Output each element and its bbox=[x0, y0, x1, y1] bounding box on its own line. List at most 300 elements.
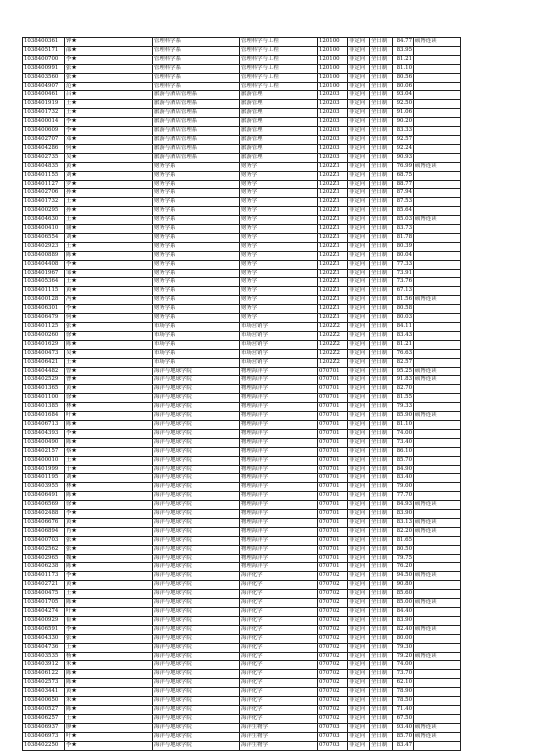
major-cell: 旅游管理 bbox=[240, 100, 318, 109]
department-cell: 海洋与地球学院 bbox=[153, 545, 240, 554]
candidate-id-cell: 1038402250 bbox=[23, 741, 65, 750]
name-cell: 黄★ bbox=[65, 581, 153, 590]
table-row bbox=[23, 162, 461, 171]
name-cell: 陈★ bbox=[65, 438, 153, 447]
table-row bbox=[23, 233, 461, 242]
direction-type-cell: 非定向 bbox=[348, 483, 370, 492]
study-mode-cell: 全日制 bbox=[370, 474, 393, 483]
score-cell: 80.56 bbox=[393, 73, 414, 82]
direction-type-cell: 非定向 bbox=[348, 82, 370, 91]
name-cell: 崔★ bbox=[65, 616, 153, 625]
direction-type-cell: 非定向 bbox=[348, 305, 370, 314]
department-cell: 旅游与酒店管理系 bbox=[153, 135, 240, 144]
direction-type-cell: 非定向 bbox=[348, 394, 370, 403]
score-cell: 71.40 bbox=[393, 705, 414, 714]
score-cell: 80.06 bbox=[393, 82, 414, 91]
table-row bbox=[23, 412, 461, 421]
direction-type-cell: 非定向 bbox=[348, 545, 370, 554]
name-cell: 叶★ bbox=[65, 412, 153, 421]
table-row bbox=[23, 483, 461, 492]
study-mode-cell: 全日制 bbox=[370, 38, 393, 47]
department-cell: 管理科学系 bbox=[153, 73, 240, 82]
score-cell: 81.78 bbox=[393, 233, 414, 242]
direction-type-cell: 非定向 bbox=[348, 198, 370, 207]
note-cell: 硕博连读 bbox=[414, 412, 461, 421]
note-cell bbox=[414, 545, 461, 554]
major-cell: 旅游管理 bbox=[240, 118, 318, 127]
major-code-cell: 1202Z1 bbox=[318, 189, 348, 198]
score-cell: 83.90 bbox=[393, 510, 414, 519]
study-mode-cell: 全日制 bbox=[370, 82, 393, 91]
table-row bbox=[23, 581, 461, 590]
table-row bbox=[23, 287, 461, 296]
name-cell: 邵★ bbox=[65, 46, 153, 55]
table-row bbox=[23, 367, 461, 376]
score-cell: 80.39 bbox=[393, 242, 414, 251]
major-cell: 物理海洋学 bbox=[240, 447, 318, 456]
department-cell: 海洋与地球学院 bbox=[153, 429, 240, 438]
major-code-cell: 120203 bbox=[318, 144, 348, 153]
major-cell: 物理海洋学 bbox=[240, 518, 318, 527]
candidate-id-cell: 1038400014 bbox=[23, 118, 65, 127]
table-row bbox=[23, 670, 461, 679]
study-mode-cell: 全日制 bbox=[370, 545, 393, 554]
table-row bbox=[23, 403, 461, 412]
major-code-cell: 070702 bbox=[318, 572, 348, 581]
study-mode-cell: 全日制 bbox=[370, 483, 393, 492]
department-cell: 海洋与地球学院 bbox=[153, 438, 240, 447]
score-cell: 85.90 bbox=[393, 412, 414, 421]
score-cell: 85.60 bbox=[393, 590, 414, 599]
major-cell: 物理海洋学 bbox=[240, 474, 318, 483]
candidate-id-cell: 1038401967 bbox=[23, 269, 65, 278]
major-cell: 物理海洋学 bbox=[240, 554, 318, 563]
direction-type-cell: 非定向 bbox=[348, 518, 370, 527]
direction-type-cell: 非定向 bbox=[348, 367, 370, 376]
major-cell: 市场营销学 bbox=[240, 323, 318, 332]
table-row bbox=[23, 82, 461, 91]
department-cell: 管理科学系 bbox=[153, 46, 240, 55]
major-code-cell: 1202Z1 bbox=[318, 207, 348, 216]
candidate-id-cell: 1038401173 bbox=[23, 572, 65, 581]
direction-type-cell: 非定向 bbox=[348, 180, 370, 189]
candidate-id-cell: 1038406257 bbox=[23, 714, 65, 723]
major-cell: 管理科学与工程 bbox=[240, 46, 318, 55]
major-code-cell: 120100 bbox=[318, 46, 348, 55]
department-cell: 财务学系 bbox=[153, 260, 240, 269]
department-cell: 海洋与地球学院 bbox=[153, 376, 240, 385]
table-row bbox=[23, 38, 461, 47]
score-cell: 79.75 bbox=[393, 554, 414, 563]
name-cell: 黄★ bbox=[65, 162, 153, 171]
direction-type-cell: 非定向 bbox=[348, 323, 370, 332]
score-cell: 83.33 bbox=[393, 127, 414, 136]
note-cell bbox=[414, 242, 461, 251]
major-cell: 旅游管理 bbox=[240, 135, 318, 144]
direction-type-cell: 非定向 bbox=[348, 634, 370, 643]
note-cell: 硕博连读 bbox=[414, 296, 461, 305]
direction-type-cell: 非定向 bbox=[348, 118, 370, 127]
direction-type-cell: 非定向 bbox=[348, 705, 370, 714]
major-code-cell: 1202Z2 bbox=[318, 323, 348, 332]
table-row bbox=[23, 331, 461, 340]
major-code-cell: 070701 bbox=[318, 394, 348, 403]
table-row bbox=[23, 127, 461, 136]
candidate-id-cell: 1038400475 bbox=[23, 590, 65, 599]
major-code-cell: 070702 bbox=[318, 688, 348, 697]
note-cell bbox=[414, 581, 461, 590]
candidate-id-cell: 1038400991 bbox=[23, 64, 65, 73]
major-cell: 财务学 bbox=[240, 162, 318, 171]
study-mode-cell: 全日制 bbox=[370, 278, 393, 287]
major-cell: 管理科学与工程 bbox=[240, 73, 318, 82]
score-cell: 81.21 bbox=[393, 55, 414, 64]
score-cell: 62.10 bbox=[393, 679, 414, 688]
table-row bbox=[23, 723, 461, 732]
direction-type-cell: 非定向 bbox=[348, 714, 370, 723]
table-row bbox=[23, 741, 461, 750]
department-cell: 旅游与酒店管理系 bbox=[153, 144, 240, 153]
score-cell: 85.64 bbox=[393, 207, 414, 216]
name-cell: 黄★ bbox=[65, 688, 153, 697]
department-cell: 管理科学系 bbox=[153, 82, 240, 91]
name-cell: 刘★ bbox=[65, 474, 153, 483]
candidate-id-cell: 1038406569 bbox=[23, 501, 65, 510]
major-cell: 旅游管理 bbox=[240, 144, 318, 153]
note-cell bbox=[414, 323, 461, 332]
major-cell: 海洋化学 bbox=[240, 590, 318, 599]
major-cell: 旅游管理 bbox=[240, 109, 318, 118]
candidate-id-cell: 1038406122 bbox=[23, 670, 65, 679]
candidate-id-cell: 1038401705 bbox=[23, 599, 65, 608]
note-cell bbox=[414, 492, 461, 501]
note-cell bbox=[414, 697, 461, 706]
candidate-id-cell: 1038404286 bbox=[23, 144, 65, 153]
name-cell: 范★ bbox=[65, 82, 153, 91]
name-cell: 张★ bbox=[65, 634, 153, 643]
major-code-cell: 070702 bbox=[318, 652, 348, 661]
score-cell: 79.20 bbox=[393, 652, 414, 661]
department-cell: 市场学系 bbox=[153, 340, 240, 349]
score-cell: 92.24 bbox=[393, 144, 414, 153]
major-cell: 物理海洋学 bbox=[240, 510, 318, 519]
major-code-cell: 070702 bbox=[318, 581, 348, 590]
major-cell: 旅游管理 bbox=[240, 91, 318, 100]
direction-type-cell: 非定向 bbox=[348, 403, 370, 412]
candidate-id-cell: 1038400410 bbox=[23, 225, 65, 234]
department-cell: 海洋与地球学院 bbox=[153, 634, 240, 643]
direction-type-cell: 非定向 bbox=[348, 385, 370, 394]
score-cell: 92.57 bbox=[393, 135, 414, 144]
note-cell: 硕博连读 bbox=[414, 652, 461, 661]
major-code-cell: 070701 bbox=[318, 501, 348, 510]
candidate-id-cell: 1038401732 bbox=[23, 198, 65, 207]
score-cell: 93.40 bbox=[393, 723, 414, 732]
candidate-id-cell: 1038402735 bbox=[23, 153, 65, 162]
name-cell: 杨★ bbox=[65, 652, 153, 661]
department-cell: 海洋与地球学院 bbox=[153, 679, 240, 688]
major-code-cell: 1202Z1 bbox=[318, 225, 348, 234]
note-cell bbox=[414, 608, 461, 617]
table-row bbox=[23, 153, 461, 162]
study-mode-cell: 全日制 bbox=[370, 688, 393, 697]
note-cell bbox=[414, 616, 461, 625]
table-row bbox=[23, 73, 461, 82]
department-cell: 财务学系 bbox=[153, 314, 240, 323]
candidate-id-cell: 1038405364 bbox=[23, 278, 65, 287]
score-cell: 84.93 bbox=[393, 501, 414, 510]
note-cell bbox=[414, 251, 461, 260]
score-cell: 68.75 bbox=[393, 171, 414, 180]
major-code-cell: 1202Z2 bbox=[318, 340, 348, 349]
candidate-id-cell: 1038403441 bbox=[23, 688, 65, 697]
table-row bbox=[23, 358, 461, 367]
study-mode-cell: 全日制 bbox=[370, 358, 393, 367]
score-cell: 73.91 bbox=[393, 269, 414, 278]
major-cell: 海洋化学 bbox=[240, 634, 318, 643]
score-cell: 84.77 bbox=[393, 38, 414, 47]
candidate-id-cell: 1038404630 bbox=[23, 216, 65, 225]
name-cell: 李★ bbox=[65, 127, 153, 136]
score-cell: 86.10 bbox=[393, 447, 414, 456]
major-code-cell: 070703 bbox=[318, 723, 348, 732]
direction-type-cell: 非定向 bbox=[348, 216, 370, 225]
name-cell: 吴★ bbox=[65, 349, 153, 358]
candidate-id-cell: 1038406591 bbox=[23, 625, 65, 634]
name-cell: 孙★ bbox=[65, 207, 153, 216]
candidate-id-cell: 1038400527 bbox=[23, 705, 65, 714]
study-mode-cell: 全日制 bbox=[370, 91, 393, 100]
score-cell: 78.50 bbox=[393, 697, 414, 706]
direction-type-cell: 非定向 bbox=[348, 144, 370, 153]
candidate-id-cell: 1038406676 bbox=[23, 518, 65, 527]
name-cell: 王★ bbox=[65, 100, 153, 109]
major-code-cell: 070703 bbox=[318, 741, 348, 750]
department-cell: 海洋与地球学院 bbox=[153, 501, 240, 510]
candidate-id-cell: 1038400490 bbox=[23, 438, 65, 447]
major-cell: 财务学 bbox=[240, 278, 318, 287]
major-cell: 物理海洋学 bbox=[240, 412, 318, 421]
direction-type-cell: 非定向 bbox=[348, 376, 370, 385]
note-cell bbox=[414, 385, 461, 394]
candidate-id-cell: 1038404408 bbox=[23, 260, 65, 269]
name-cell: 王★ bbox=[65, 590, 153, 599]
name-cell: 李★ bbox=[65, 510, 153, 519]
score-cell: 84.90 bbox=[393, 465, 414, 474]
major-cell: 海洋化学 bbox=[240, 643, 318, 652]
name-cell: 王★ bbox=[65, 643, 153, 652]
major-code-cell: 070701 bbox=[318, 376, 348, 385]
major-code-cell: 070701 bbox=[318, 403, 348, 412]
direction-type-cell: 非定向 bbox=[348, 233, 370, 242]
table-row bbox=[23, 643, 461, 652]
note-cell bbox=[414, 100, 461, 109]
score-cell: 76.63 bbox=[393, 349, 414, 358]
name-cell: 孙★ bbox=[65, 189, 153, 198]
study-mode-cell: 全日制 bbox=[370, 723, 393, 732]
major-code-cell: 120100 bbox=[318, 82, 348, 91]
direction-type-cell: 非定向 bbox=[348, 135, 370, 144]
major-cell: 财务学 bbox=[240, 189, 318, 198]
study-mode-cell: 全日制 bbox=[370, 536, 393, 545]
major-code-cell: 070703 bbox=[318, 732, 348, 741]
table-row bbox=[23, 652, 461, 661]
major-code-cell: 070702 bbox=[318, 634, 348, 643]
major-code-cell: 070701 bbox=[318, 527, 348, 536]
major-cell: 海洋化学 bbox=[240, 661, 318, 670]
direction-type-cell: 非定向 bbox=[348, 207, 370, 216]
note-cell: 硕博连读 bbox=[414, 367, 461, 376]
note-cell bbox=[414, 118, 461, 127]
score-cell: 81.56 bbox=[393, 296, 414, 305]
note-cell bbox=[414, 207, 461, 216]
major-cell: 市场营销学 bbox=[240, 340, 318, 349]
department-cell: 财务学系 bbox=[153, 233, 240, 242]
name-cell: 魏★ bbox=[65, 554, 153, 563]
direction-type-cell: 非定向 bbox=[348, 741, 370, 750]
study-mode-cell: 全日制 bbox=[370, 563, 393, 572]
name-cell: 陈★ bbox=[65, 599, 153, 608]
major-cell: 海洋化学 bbox=[240, 714, 318, 723]
score-cell: 67.13 bbox=[393, 287, 414, 296]
major-cell: 物理海洋学 bbox=[240, 376, 318, 385]
table-row bbox=[23, 732, 461, 741]
major-cell: 市场营销学 bbox=[240, 331, 318, 340]
direction-type-cell: 非定向 bbox=[348, 331, 370, 340]
study-mode-cell: 全日制 bbox=[370, 73, 393, 82]
direction-type-cell: 非定向 bbox=[348, 438, 370, 447]
note-cell bbox=[414, 688, 461, 697]
study-mode-cell: 全日制 bbox=[370, 144, 393, 153]
admission-table bbox=[22, 37, 461, 751]
score-cell: 83.95 bbox=[393, 46, 414, 55]
department-cell: 旅游与酒店管理系 bbox=[153, 109, 240, 118]
major-code-cell: 1202Z1 bbox=[318, 269, 348, 278]
note-cell bbox=[414, 189, 461, 198]
score-cell: 90.20 bbox=[393, 118, 414, 127]
table-row bbox=[23, 376, 461, 385]
major-cell: 物理海洋学 bbox=[240, 563, 318, 572]
department-cell: 财务学系 bbox=[153, 198, 240, 207]
study-mode-cell: 全日制 bbox=[370, 287, 393, 296]
candidate-id-cell: 1038400361 bbox=[23, 38, 65, 47]
direction-type-cell: 非定向 bbox=[348, 73, 370, 82]
study-mode-cell: 全日制 bbox=[370, 109, 393, 118]
major-code-cell: 070701 bbox=[318, 554, 348, 563]
major-cell: 海洋化学 bbox=[240, 625, 318, 634]
major-code-cell: 120203 bbox=[318, 153, 348, 162]
study-mode-cell: 全日制 bbox=[370, 198, 393, 207]
major-cell: 海洋化学 bbox=[240, 679, 318, 688]
candidate-id-cell: 1038400461 bbox=[23, 91, 65, 100]
table-row bbox=[23, 269, 461, 278]
candidate-id-cell: 1038401385 bbox=[23, 403, 65, 412]
major-cell: 海洋化学 bbox=[240, 652, 318, 661]
major-cell: 海洋化学 bbox=[240, 581, 318, 590]
table-row bbox=[23, 616, 461, 625]
note-cell bbox=[414, 287, 461, 296]
candidate-id-cell: 1038401629 bbox=[23, 340, 65, 349]
name-cell: 陈★ bbox=[65, 492, 153, 501]
major-code-cell: 070701 bbox=[318, 385, 348, 394]
department-cell: 市场学系 bbox=[153, 323, 240, 332]
department-cell: 财务学系 bbox=[153, 162, 240, 171]
score-cell: 78.90 bbox=[393, 688, 414, 697]
major-code-cell: 1202Z1 bbox=[318, 314, 348, 323]
candidate-id-cell: 1038406973 bbox=[23, 732, 65, 741]
direction-type-cell: 非定向 bbox=[348, 296, 370, 305]
score-cell: 95.25 bbox=[393, 367, 414, 376]
table-row bbox=[23, 590, 461, 599]
major-code-cell: 1202Z1 bbox=[318, 251, 348, 260]
major-code-cell: 1202Z1 bbox=[318, 162, 348, 171]
major-cell: 海洋化学 bbox=[240, 599, 318, 608]
study-mode-cell: 全日制 bbox=[370, 465, 393, 474]
major-cell: 海洋化学 bbox=[240, 572, 318, 581]
candidate-id-cell: 1038400010 bbox=[23, 456, 65, 465]
study-mode-cell: 全日制 bbox=[370, 518, 393, 527]
note-cell bbox=[414, 269, 461, 278]
study-mode-cell: 全日制 bbox=[370, 599, 393, 608]
table-row bbox=[23, 91, 461, 100]
score-cell: 81.55 bbox=[393, 394, 414, 403]
department-cell: 海洋与地球学院 bbox=[153, 483, 240, 492]
table-row bbox=[23, 634, 461, 643]
study-mode-cell: 全日制 bbox=[370, 572, 393, 581]
score-cell: 92.50 bbox=[393, 100, 414, 109]
direction-type-cell: 非定向 bbox=[348, 162, 370, 171]
direction-type-cell: 非定向 bbox=[348, 189, 370, 198]
study-mode-cell: 全日制 bbox=[370, 741, 393, 750]
department-cell: 海洋与地球学院 bbox=[153, 625, 240, 634]
major-code-cell: 070701 bbox=[318, 438, 348, 447]
major-cell: 物理海洋学 bbox=[240, 403, 318, 412]
table-row bbox=[23, 135, 461, 144]
note-cell bbox=[414, 314, 461, 323]
score-cell: 67.50 bbox=[393, 714, 414, 723]
note-cell bbox=[414, 474, 461, 483]
table-row bbox=[23, 492, 461, 501]
table-row bbox=[23, 563, 461, 572]
direction-type-cell: 非定向 bbox=[348, 287, 370, 296]
note-cell bbox=[414, 278, 461, 287]
direction-type-cell: 非定向 bbox=[348, 242, 370, 251]
note-cell bbox=[414, 643, 461, 652]
major-cell: 管理科学与工程 bbox=[240, 38, 318, 47]
name-cell: 李★ bbox=[65, 741, 153, 750]
table-row bbox=[23, 180, 461, 189]
name-cell: 廖★ bbox=[65, 723, 153, 732]
major-cell: 海洋化学 bbox=[240, 705, 318, 714]
department-cell: 财务学系 bbox=[153, 269, 240, 278]
direction-type-cell: 非定向 bbox=[348, 340, 370, 349]
table-row bbox=[23, 46, 461, 55]
major-code-cell: 1202Z1 bbox=[318, 296, 348, 305]
major-code-cell: 070702 bbox=[318, 616, 348, 625]
study-mode-cell: 全日制 bbox=[370, 340, 393, 349]
name-cell: 刘★ bbox=[65, 233, 153, 242]
study-mode-cell: 全日制 bbox=[370, 634, 393, 643]
direction-type-cell: 非定向 bbox=[348, 46, 370, 55]
major-code-cell: 120203 bbox=[318, 118, 348, 127]
major-cell: 物理海洋学 bbox=[240, 545, 318, 554]
name-cell: 王★ bbox=[65, 216, 153, 225]
name-cell: 陈★ bbox=[65, 251, 153, 260]
note-cell: 硕博连读 bbox=[414, 162, 461, 171]
department-cell: 海洋与地球学院 bbox=[153, 723, 240, 732]
study-mode-cell: 全日制 bbox=[370, 225, 393, 234]
study-mode-cell: 全日制 bbox=[370, 376, 393, 385]
